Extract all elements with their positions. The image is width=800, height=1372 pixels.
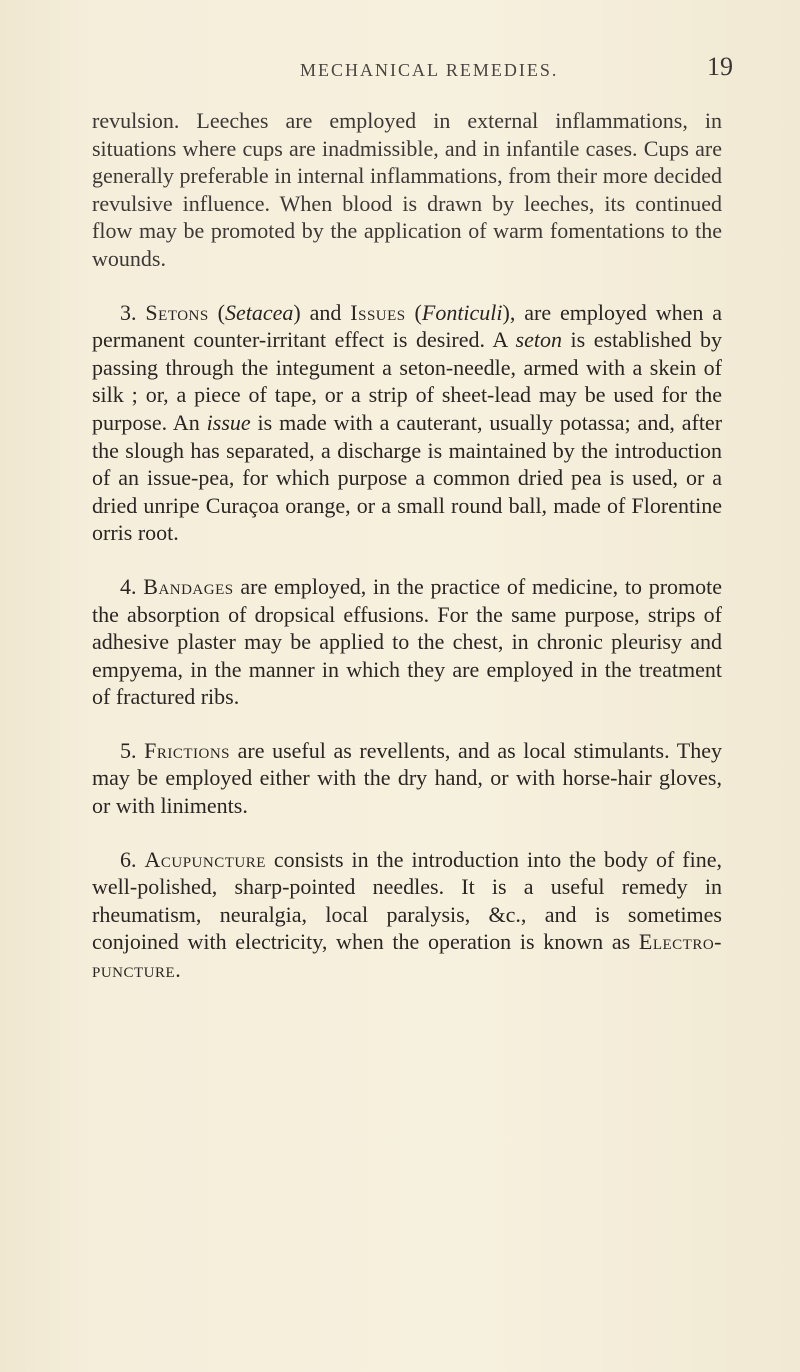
term-electro-puncture: Electro-puncture <box>92 929 723 983</box>
term-issues: Issues <box>350 299 406 325</box>
paragraph-acupuncture <box>92 846 722 984</box>
italic-seton: seton <box>515 327 562 353</box>
text-segment: consists in the introduction into the body of fine, well-polished, sharp-pointed needles. It is a useful remedy in rheumatism, neuralgia, local paralysis, &c., and is sometimes conjoined with electricity, when the operation is known as <box>92 846 723 955</box>
term-frictions: Frictions <box>144 737 231 763</box>
latin-setacea: Setacea <box>224 299 294 325</box>
page-number: 19 <box>707 52 733 81</box>
paragraph-number: 6. <box>120 846 137 872</box>
term-setons: Setons <box>145 299 209 325</box>
term-acupuncture: Acupuncture <box>144 846 266 872</box>
paragraph-setons-issues: 3. Setons (Setacea) and Issues (Fonticuli), are employed when a permanent counter-irritant effect is desired. A seton is established by passing through the integument a seton-needle, armed with a skein of silk ; or, a piece of tape, or a strip of sheet-lead may be used for the purpose. An issue is made with a cauterant, usually potassa; and, after the slough has separated, a discharge is maintained by the introduction of an issue-pea, for which purpose a common dried pea is used, or a dried unripe Curaçoa orange, or a small round ball, made of Florentine orris root. <box>92 299 723 546</box>
paragraph-leeches: revulsion. Leeches are employed in external inflammations, in situations where cups are inadmissible, and in infantile cases. Cups are generally preferable in internal inflammations, from their more decided revulsive influence. When blood is drawn by leeches, its continued flow may be promoted by the application of warm fomentations to the wounds. <box>92 108 722 271</box>
text-segment: are employed when a permanent counter-irritant effect is desired. A <box>92 299 723 353</box>
text-segment: are useful as revellents, and as local stimulants. They may be employed either with the dry hand, or with horse-hair gloves, or with liniments. <box>92 737 723 819</box>
paragraph-number: 4. <box>120 573 137 599</box>
paragraph-bandages <box>92 573 722 711</box>
text-segment: is made with a cauterant, usually potassa; and, after the slough has separated, a discharge is maintained by the introduction of an issue-pea, for which purpose a common dried pea is used, or a dried unripe Curaçoa orange, or a small round ball, made of Florentine orris root. <box>92 409 723 546</box>
paragraph-frictions <box>92 737 722 820</box>
body-text <box>92 107 722 984</box>
paragraph-number: 5. <box>120 737 137 763</box>
period: . <box>175 957 181 983</box>
italic-issue: issue <box>206 409 251 435</box>
conjunction: and <box>309 299 342 325</box>
paragraph-number: 3. <box>120 299 137 325</box>
latin-fonticuli: Fonticuli <box>421 299 503 325</box>
term-bandages: Bandages <box>143 573 234 599</box>
running-head: MECHANICAL REMEDIES. <box>300 60 559 80</box>
text-segment: is established by passing through the integument a seton-needle, armed with a skein of silk ; or, a piece of tape, or a strip of sheet-lead may be used for the purpose. An <box>92 327 723 435</box>
text-segment: are employed, in the practice of medicine, to promote the absorption of dropsical effusions. For the same purpose, strips of adhesive plaster may be applied to the chest, in chronic pleurisy and empyema, in the manner in which they are employed in the treatment of fractured ribs. <box>92 573 723 710</box>
